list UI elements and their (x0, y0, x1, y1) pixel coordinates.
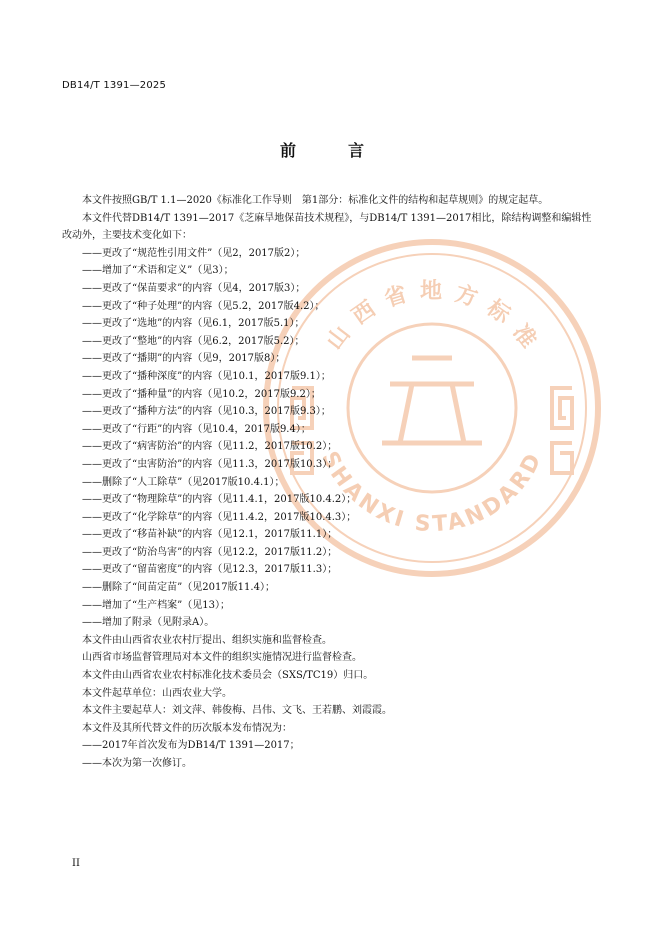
paragraph: 本文件代替DB14/T 1391—2017《芝麻旱地保苗技术规程》，与DB14/T 1391—2017相比，除结构调整和编辑性改动外，主要技术变化如下： (62, 212, 592, 242)
paragraph: 本文件主要起草人：刘文萍、韩俊梅、吕伟、文飞、王若鹏、刘霞霞。 (82, 705, 392, 717)
paragraph: 本文件起草单位：山西农业大学。 (82, 687, 232, 699)
list-item: ——增加了附录（见附录A）。 (82, 617, 215, 629)
list-item: ——更改了“播种深度”的内容（见10.1，2017版9.1）； (82, 370, 331, 382)
outro-section (62, 632, 600, 738)
list-item: ——更改了“规范性引用文件”（见2，2017版2）； (82, 247, 306, 259)
list-item: ——更改了“病害防治”的内容（见11.2，2017版10.2）； (82, 441, 338, 453)
foreword-body (62, 192, 600, 773)
paragraph: 本文件由山西省农业农村厅提出、组织实施和监督检查。 (82, 634, 332, 646)
paragraph: 本文件由山西省农业农村标准化技术委员会（SXS/TC19）归口。 (82, 670, 374, 682)
list-item: ——增加了“术语和定义”（见3）； (82, 265, 234, 277)
list-item: ——2017年首次发布为DB14/T 1391—2017； (82, 740, 300, 752)
list-item: ——本次为第一次修订。 (82, 758, 192, 769)
paragraph: 本文件及其所代替文件的历次版本发布情况为： (82, 722, 292, 734)
page-title: 前 言 (279, 141, 382, 160)
list-item: ——更改了“行距”的内容（见10.4，2017版9.4）； (82, 423, 311, 435)
list-item: ——更改了“播种方法”的内容（见10.3，2017版9.3）； (82, 406, 331, 418)
seal-text-top: 山 西 省 地 方 标 准 (322, 279, 542, 355)
list-item: ——更改了“物理除草”的内容（见11.4.1，2017版10.4.2）； (82, 494, 357, 506)
list-item: ——更改了“留苗密度”的内容（见12.3，2017版11.3）； (82, 564, 338, 576)
document-code: DB14/T 1391—2025 (62, 80, 167, 91)
intro-section (62, 192, 600, 245)
list-item: ——更改了“整地”的内容（见6.2，2017版5.2）； (82, 335, 305, 347)
list-item: ——更改了“播种量”的内容（见10.2，2017版9.2）； (82, 388, 321, 400)
changes-list (62, 245, 600, 632)
paragraph: 山西省市场监督管理局对本文件的组织实施情况进行监督检查。 (82, 652, 362, 664)
list-item: ——更改了“防治鸟害”的内容（见12.2，2017版11.2）； (82, 546, 338, 558)
list-item: ——更改了“播期”的内容（见9，2017版8）； (82, 353, 286, 365)
list-item: ——更改了“保苗要求”的内容（见4，2017版3）； (82, 282, 306, 294)
list-item: ——更改了“选地”的内容（见6.1，2017版5.1）； (82, 318, 305, 330)
list-item: ——更改了“虫害防治”的内容（见11.3，2017版10.3）； (82, 458, 338, 470)
list-item: ——更改了“移苗补缺”的内容（见12.1，2017版11.1）； (82, 529, 338, 541)
list-item: ——删除了“人工除草”（见2017版10.4.1）； (82, 476, 285, 488)
list-item: ——删除了“间苗定苗”（见2017版11.4）； (82, 582, 275, 594)
page-number: II (72, 858, 80, 869)
list-item: ——更改了“化学除草”的内容（见11.4.2，2017版10.4.3）； (82, 511, 357, 523)
list-item: ——更改了“种子处理”的内容（见5.2，2017版4.2）； (82, 300, 325, 312)
list-item: ——增加了“生产档案”（见13）； (82, 599, 230, 611)
history-list (62, 737, 600, 772)
paragraph: 本文件按照GB/T 1.1—2020《标准化工作导则 第1部分：标准化文件的结构和起草规则》的规定起草。 (82, 195, 549, 206)
seal-text-bottom: SHANXI STANDARD (316, 447, 548, 538)
